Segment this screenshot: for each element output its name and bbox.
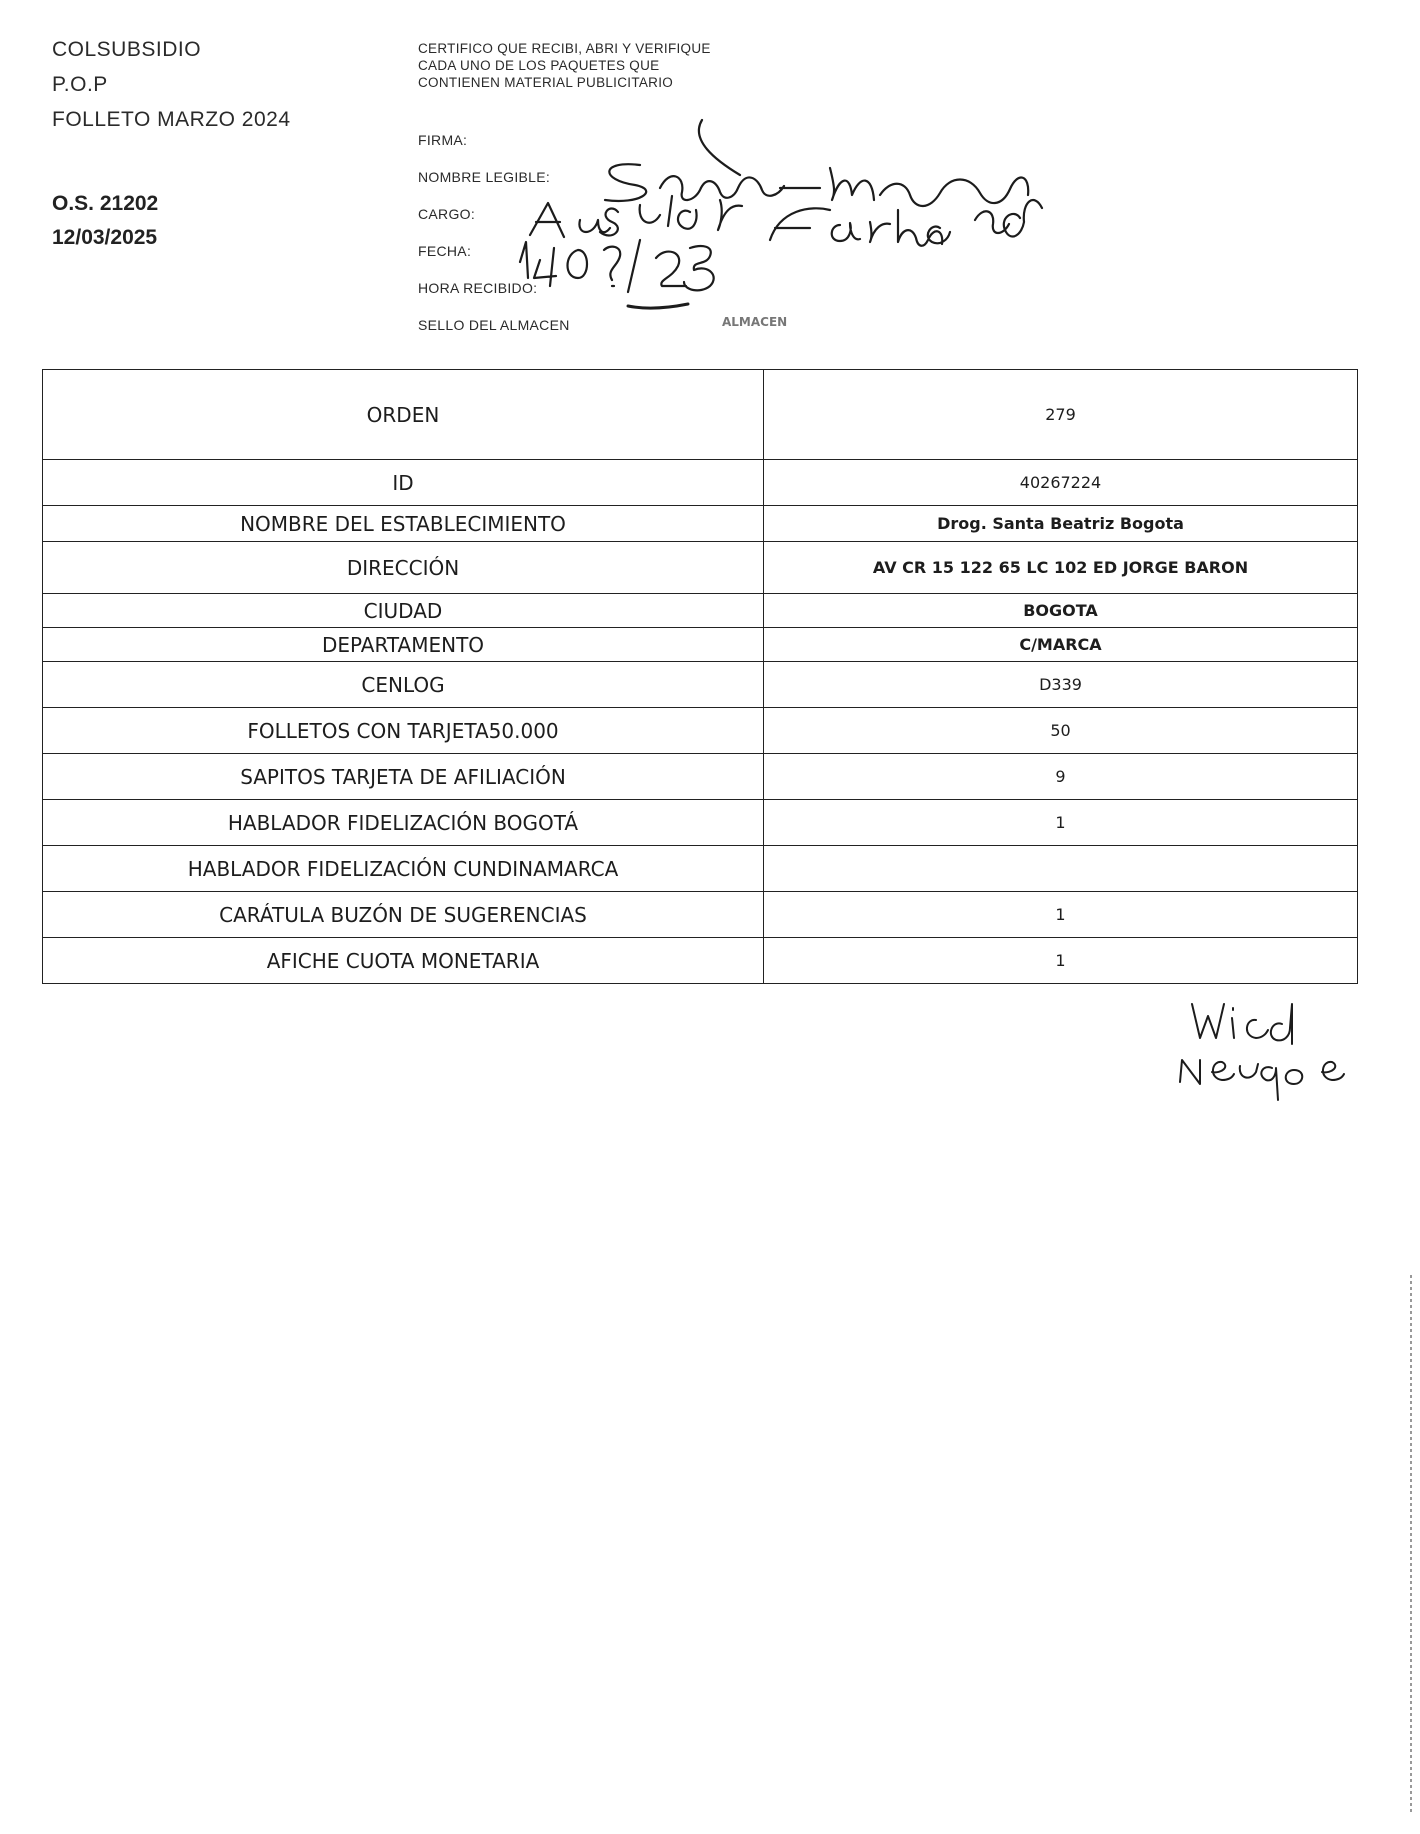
- row-label: HABLADOR FIDELIZACIÓN CUNDINAMARCA: [43, 846, 764, 892]
- row-value: 1: [764, 892, 1358, 938]
- row-label: ID: [43, 460, 764, 506]
- signature-stroke: [699, 120, 740, 175]
- row-value: 1: [764, 938, 1358, 984]
- table-row: [43, 460, 1358, 506]
- scan-edge-marks: [1410, 1275, 1412, 1815]
- order-service-date: 12/03/2025: [52, 226, 158, 249]
- table-row: [43, 506, 1358, 542]
- row-label: AFICHE CUOTA MONETARIA: [43, 938, 764, 984]
- role-scribble-2: [770, 200, 1042, 246]
- row-value: 50: [764, 708, 1358, 754]
- row-value: 279: [764, 370, 1358, 460]
- order-service-number: O.S. 21202: [52, 192, 159, 215]
- row-label: HABLADOR FIDELIZACIÓN BOGOTÁ: [43, 800, 764, 846]
- delivery-table: [42, 369, 1358, 984]
- date-scribble: [520, 240, 714, 292]
- table-row: [43, 846, 1358, 892]
- note-handwriting: [1180, 1004, 1344, 1100]
- note-line-2: Neuqoe: [1180, 1086, 1184, 1087]
- row-value: BOGOTA: [764, 594, 1358, 628]
- row-value: Drog. Santa Beatriz Bogota: [764, 506, 1358, 542]
- order-service-block: [52, 192, 158, 260]
- role-scribble: [530, 196, 742, 237]
- name-scribble: [605, 164, 1028, 206]
- document-type: P.O.P: [52, 73, 108, 96]
- row-label: DIRECCIÓN: [43, 542, 764, 594]
- hora-label: HORA RECIBIDO:: [418, 280, 538, 296]
- row-value: 1: [764, 800, 1358, 846]
- table-row: [43, 662, 1358, 708]
- company-name: COLSUBSIDIO: [52, 38, 202, 61]
- sello-label: SELLO DEL ALMACEN: [418, 317, 570, 333]
- header-left: [52, 38, 291, 143]
- fecha-label: FECHA:: [418, 243, 472, 259]
- campaign-name: FOLLETO MARZO 2024: [52, 108, 291, 131]
- firma-label: FIRMA:: [418, 132, 468, 148]
- row-value: AV CR 15 122 65 LC 102 ED JORGE BARON: [764, 542, 1358, 594]
- time-scribble: [628, 304, 688, 308]
- row-label: CARÁTULA BUZÓN DE SUGERENCIAS: [43, 892, 764, 938]
- row-label: CENLOG: [43, 662, 764, 708]
- table-row: [43, 628, 1358, 662]
- row-value: D339: [764, 662, 1358, 708]
- row-label: NOMBRE DEL ESTABLECIMIENTO: [43, 506, 764, 542]
- table-row: [43, 370, 1358, 460]
- stamp-text: ALMACEN: [722, 315, 788, 329]
- table-row: [43, 800, 1358, 846]
- table-row: [43, 708, 1358, 754]
- row-value: [764, 846, 1358, 892]
- nombre-label: NOMBRE LEGIBLE:: [418, 169, 551, 185]
- cargo-label: CARGO:: [418, 206, 476, 222]
- row-value: 40267224: [764, 460, 1358, 506]
- certification-text: CERTIFICO QUE RECIBI, ABRI Y VERIFIQUE CADA UNO DE LOS PAQUETES QUE CONTIENEN MATERIAL PUBLICITARIO: [418, 41, 711, 90]
- row-value: 9: [764, 754, 1358, 800]
- table-row: [43, 938, 1358, 984]
- table-row: [43, 594, 1358, 628]
- table-row: [43, 754, 1358, 800]
- row-value: C/MARCA: [764, 628, 1358, 662]
- row-label: SAPITOS TARJETA DE AFILIACIÓN: [43, 754, 764, 800]
- row-label: CIUDAD: [43, 594, 764, 628]
- note-line-1: Wed: [1192, 1040, 1195, 1041]
- row-label: FOLLETOS CON TARJETA50.000: [43, 708, 764, 754]
- table-row: [43, 892, 1358, 938]
- row-label: ORDEN: [43, 370, 764, 460]
- row-label: DEPARTAMENTO: [43, 628, 764, 662]
- table-row: [43, 542, 1358, 594]
